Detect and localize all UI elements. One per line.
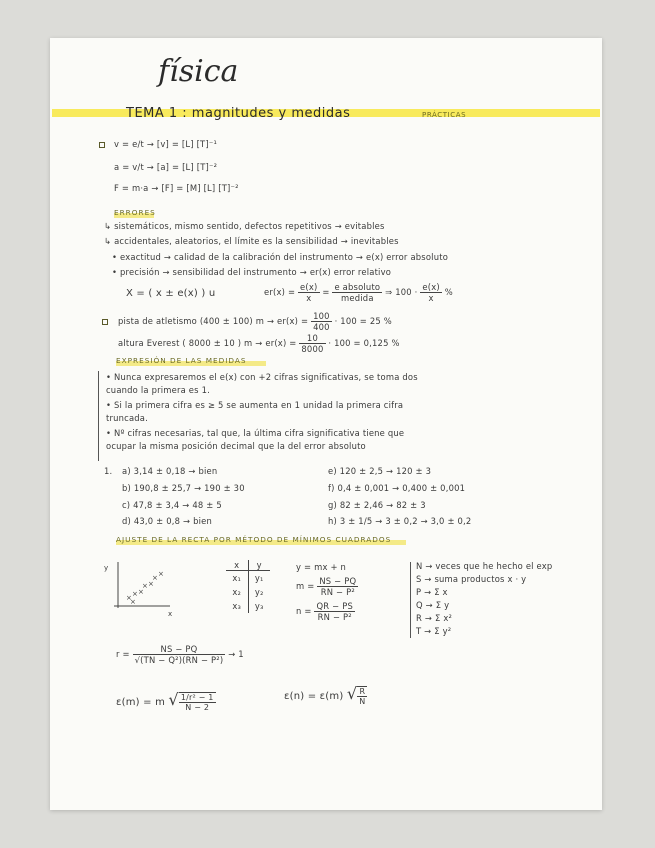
sketch-point: × [148,580,154,588]
example-pista: pista de atletismo (400 ± 100) m → er(x) = $\frac{100}{400}$ · 100 = 25 % [118,311,392,332]
formula-x: X = ( x ± e(x) ) u [126,288,216,299]
example-everest: altura Everest ( 8000 ± 10 ) m → er(x) = $\frac{10}{8000}$ · 100 = 0,125 % [118,333,400,354]
xy-table [226,560,270,613]
errores-heading: ERRORES [114,208,156,217]
ajuste-heading: AJUSTE DE LA RECTA POR MÉTODO DE MÍNIMOS CUADRADOS [116,535,392,544]
notebook-page [50,38,602,810]
sketch-point: × [142,582,148,590]
exercise-d: d) 43,0 ± 0,8 → bien [122,516,212,526]
exercise-h: h) 3 ± 1/5 → 3 ± 0,2 → 3,0 ± 0,2 [328,516,472,526]
fraction: $\frac{NS - PQ}{\text{RN − P²}}$ [319,576,357,597]
exercise-e: e) 120 ± 2,5 → 120 ± 3 [328,466,432,476]
intercept-formula: n = $\frac{QR - PS}{\text{RN − P²}}$ [296,601,353,622]
sketch-point: × [158,570,164,578]
expresion-line-2: cuando la primera es 1. [106,385,210,395]
scatter-sketch [100,558,180,620]
error-intercept-formula: ε(n) = ε(m) √ $\frac{R}{N}$ [284,684,366,706]
practicas-label: PRÁCTICAS [422,111,467,119]
legend-s: S → suma productos x · y [416,574,527,584]
margin-bracket [98,371,99,461]
errores-line-3: • exactitud → calidad de la calibración del instrumento → e(x) error absoluto [112,252,449,262]
fraction: $\frac{e(x)}{x}$ [422,282,440,303]
expresion-line-4: truncada. [106,413,148,423]
exercise-f: f) 0,4 ± 0,001 → 0,400 ± 0,001 [328,483,466,493]
expresion-line-1: • Nunca expresaremos el e(x) con +2 cifras significativas, se toma dos [106,372,418,382]
fraction: $\frac{NS - PQ}{\text{√(TN − Q²)(RN − P²)}}$ [134,644,224,665]
bullet-square [99,142,105,148]
sketch-point: × [126,594,132,602]
sketch-y-label: y [104,564,109,572]
equation-force: F = m·a → [F] = [M] [L] [T]⁻² [114,183,239,193]
sketch-point: × [132,590,138,598]
exercise-a: a) 3,14 ± 0,18 → bien [122,466,218,476]
expresion-line-3: • Si la primera cifra es ≥ 5 se aumenta en 1 unidad la primera cifra [106,400,404,410]
formula-er-lhs: er(x) = [264,287,296,297]
expresion-line-5: • Nº cifras necesarias, tal que, la última cifra significativa tiene que [106,428,405,438]
errores-line-2: ↳ accidentales, aleatorios, el límite es la sensibilidad → inevitables [104,236,399,246]
legend-p: P → Σ x [416,587,448,597]
bullet-square [102,319,108,325]
exercise-b: b) 190,8 ± 25,7 → 190 ± 30 [122,483,245,493]
legend-q: Q → Σ y [416,600,450,610]
fraction: $\frac{e(x)}{x}$ [300,282,318,303]
xy-table-row: x₂ y₂ [226,585,270,599]
exercise-number: 1. [104,466,113,476]
sketch-point: × [130,598,136,606]
fraction: $\frac{QR - PS}{\text{RN − P²}}$ [316,601,353,622]
expresion-heading: EXPRESIÓN DE LAS MEDIDAS [116,356,247,365]
fraction: $\frac{10}{8000}$ [301,333,324,354]
error-slope-formula: ε(m) = m √ $\frac{\text{1/r² − 1}}{N - 2}$ [116,690,214,712]
errores-line-4: • precisión → sensibilidad del instrumento → er(x) error relativo [112,267,392,277]
line-equation: y = mx + n [296,562,347,572]
fraction: $\frac{\text{1/r² − 1}}{N - 2}$ [180,693,214,712]
sketch-point: × [138,588,144,596]
tema-heading: TEMA 1 : magnitudes y medidas [126,106,351,121]
fraction: $\frac{\text{e absoluto}}{\text{medida}}$ [334,282,381,303]
xy-table-row: x₁ y₁ [226,571,270,585]
legend-t: T → Σ y² [416,626,452,636]
legend-bracket [410,562,411,638]
sqrt-denominator: √(TN − Q²)(RN − P²) [134,655,224,665]
sketch-point: × [152,574,158,582]
correlation-formula: r = $\frac{NS - PQ}{\text{√(TN − Q²)(RN − P²)}}$ → 1 [116,644,244,665]
xy-table-row: x₃ y₃ [226,599,270,613]
exercise-c: c) 47,8 ± 3,4 → 48 ± 5 [122,500,222,510]
slope-formula: m = $\frac{NS - PQ}{\text{RN − P²}}$ [296,576,357,597]
xy-table-head: x y [226,560,270,571]
sketch-x-label: x [168,610,173,618]
exercise-g: g) 82 ± 2,46 → 82 ± 3 [328,500,426,510]
errores-line-1: ↳ sistemáticos, mismo sentido, defectos repetitivos → evitables [104,221,385,231]
fraction: $\frac{R}{N}$ [359,687,366,706]
formula-relative-error: er(x) = $\frac{e(x)}{x}$ = $\frac{\text{e absoluto}}{\text{medida}}$ ⇒ 100 · $\frac{e(x)}{x}$ % [264,282,453,303]
expresion-line-6: ocupar la misma posición decimal que la del error absoluto [106,441,366,451]
equation-velocity: v = e/t → [v] = [L] [T]⁻¹ [114,139,218,149]
legend-n: N → veces que he hecho el exp [416,561,553,571]
page-title: física [158,54,239,89]
legend-r: R → Σ x² [416,613,453,623]
equation-acceleration: a = v/t → [a] = [L] [T]⁻² [114,162,218,172]
fraction: $\frac{100}{400}$ [313,311,330,332]
formula-arrow: ⇒ 100 · [385,287,418,297]
